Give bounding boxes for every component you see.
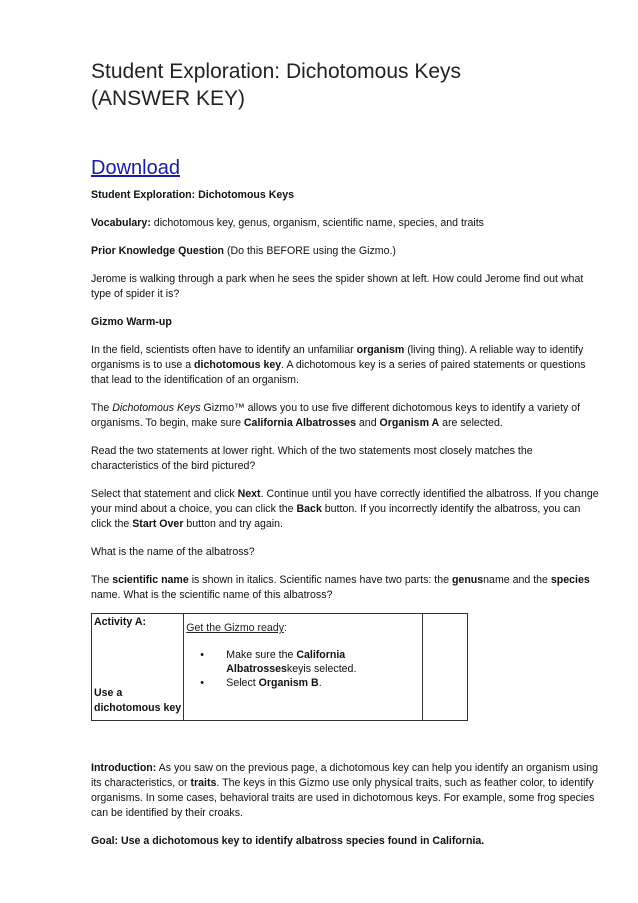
bullet-icon: • — [200, 677, 204, 689]
vocabulary-label: Vocabulary: — [91, 217, 151, 229]
prior-knowledge-label: Prior Knowledge Question — [91, 245, 225, 257]
activity-empty-cell — [423, 614, 468, 721]
activity-label-cell — [92, 614, 184, 721]
introduction-paragraph: Introduction: As you saw on the previous page, a dichotomous key can help you identify an organism using its characteristics, or traits. The keys in this Gizmo use only physical traits, such as feather color, to identify organisms. In some cases, behavioral traits are used in dichotomous keys. For example, some frog species can be identified by their croaks. — [91, 762, 598, 819]
use-dichotomous-key-label: Use a dichotomous key — [94, 687, 182, 714]
goal-statement: Goal: Use a dichotomous key to identify albatross species found in California. — [91, 835, 485, 847]
introduction-label: Introduction: — [91, 762, 157, 774]
vocabulary-paragraph: Vocabulary: dichotomous key, genus, organism, scientific name, species, and traits — [91, 217, 484, 229]
jerome-question: Jerome is walking through a park when he sees the spider shown at left. How could Jerome find out what type of spider it is? — [91, 273, 584, 300]
warmup-heading: Gizmo Warm-up — [91, 316, 172, 328]
title-line-2: (ANSWER KEY) — [91, 87, 246, 110]
read-statements-paragraph: Read the two statements at lower right. Which of the two statements most closely matches the characteristics of the bird pictured? — [91, 445, 533, 472]
get-gizmo-ready-link[interactable]: Get the Gizmo ready: — [186, 622, 287, 634]
title-line-1: Student Exploration: Dichotomous Keys — [91, 60, 462, 83]
list-item: • Make sure the California Albatrosseskeyis selected. — [200, 649, 357, 675]
scientific-name-paragraph: The scientific name is shown in italics. Scientific names have two parts: the genusname and the species name. What is the scientific name of this albatross? — [91, 574, 590, 601]
download-link[interactable]: Download — [91, 157, 180, 179]
document-title — [91, 58, 599, 112]
setup-list — [186, 648, 421, 690]
bullet-icon: • — [200, 649, 204, 661]
activity-instructions-cell — [184, 614, 423, 721]
select-statement-paragraph: Select that statement and click Next. Continue until you have correctly identified the albatross. If you change your mind about a choice, you can click the Back button. If you incorrectly identify the albatross, you can click the Start Over button and try again. — [91, 488, 599, 530]
albatross-name-question: What is the name of the albatross? — [91, 546, 255, 558]
section-subtitle: Student Exploration: Dichotomous Keys — [91, 189, 295, 201]
prior-knowledge-paragraph: Prior Knowledge Question (Do this BEFORE using the Gizmo.) — [91, 245, 396, 257]
list-item: • Select Organism B. — [200, 677, 322, 689]
activity-label: Activity A: — [94, 616, 146, 628]
document-page — [91, 58, 599, 849]
activity-table — [91, 613, 468, 721]
field-paragraph: In the field, scientists often have to identify an unfamiliar organism (living thing). A reliable way to identify organisms is to use a dichotomous key. A dichotomous key is a series of paired statements or questions that lead to the identification of an organism. — [91, 344, 586, 386]
gizmo-paragraph: The Dichotomous Keys Gizmo™ allows you to use five different dichotomous keys to identify a variety of organisms. To begin, make sure California Albatrosses and Organism A are selected. — [91, 402, 581, 429]
